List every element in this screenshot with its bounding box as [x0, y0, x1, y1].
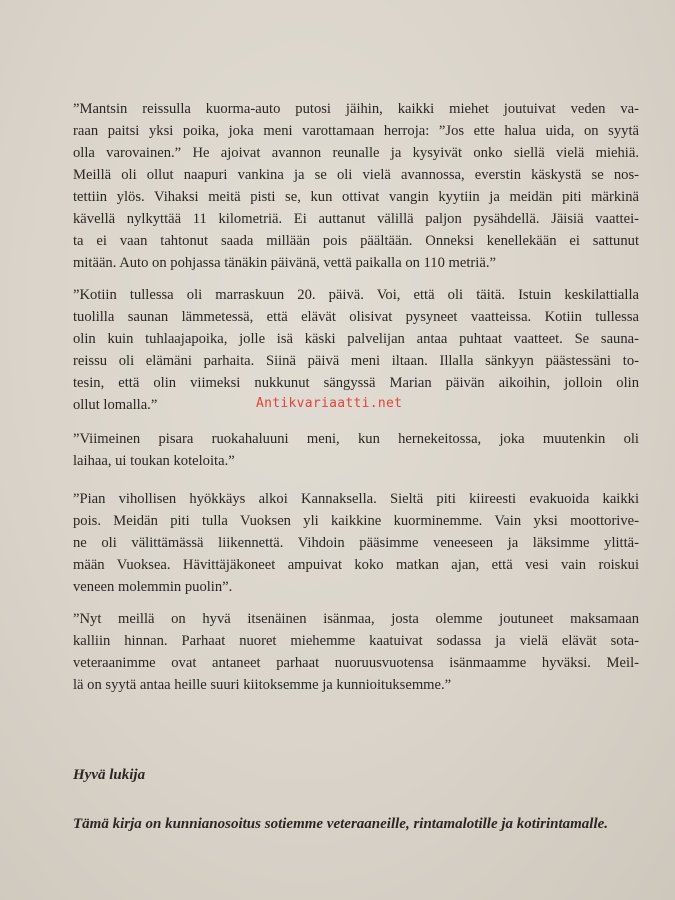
- text-line: kävellä nylkyttää 11 kilometriä. Ei auttanut välillä paljon pysähdellä. Jäisiä vaattei-: [73, 211, 639, 227]
- text-line: ”Viimeinen pisara ruokahaluuni meni, kun hernekeitossa, joka muutenkin oli: [73, 431, 639, 447]
- quote-paragraph-3: [73, 428, 639, 472]
- text-line: reissu oli elämäni parhaita. Siinä päivä meni iltaan. Illalla sänkyyn päästessäni to-: [73, 353, 639, 369]
- text-line: raan paitsi yksi poika, joka meni varottamaan herroja: ”Jos ette halua uida, on syytä: [73, 123, 639, 139]
- text-line: ”Kotiin tullessa oli marraskuun 20. päivä. Voi, että oli täitä. Istuin keskilattialla: [73, 287, 639, 303]
- text-line: Meillä oli ollut naapuri vankina ja se oli vielä avannossa, everstin käskystä se nos-: [73, 167, 639, 183]
- section-heading: Hyvä lukija: [73, 767, 146, 783]
- text-line: ta ei vaan tahtonut saada millään pois päältään. Onneksi kenellekään ei sattunut: [73, 233, 639, 249]
- text-line: ”Mantsin reissulla kuorma-auto putosi jäihin, kaikki miehet joutuivat veden va-: [73, 101, 639, 117]
- text-line: laihaa, ui toukan koteloita.”: [73, 453, 235, 469]
- text-line: ne oli välittämässä liikennettä. Vihdoin pääsimme veneeseen ja läksimme ylittä-: [73, 535, 639, 551]
- text-line: ”Pian vihollisen hyökkäys alkoi Kannaksella. Sieltä piti kiireesti evakuoida kaikki: [73, 491, 639, 507]
- text-line: veneen molemmin puolin”.: [73, 579, 233, 595]
- quote-paragraph-5: [73, 608, 639, 696]
- text-line: olin kuin tuhlaajapoika, jolle isä käski palvelijan antaa puhtaat vaatteet. Se sauna-: [73, 331, 639, 347]
- text-line: kalliin hinnan. Parhaat nuoret miehemme kaatuivat sodassa ja vielä elävät sota-: [73, 633, 639, 649]
- quote-paragraph-1: [73, 98, 639, 274]
- text-line: mään Vuoksea. Hävittäjäkoneet ampuivat koko matkan ajan, että vesi vain roiskui: [73, 557, 639, 573]
- text-line: olla varovainen.” He ajoivat avannon reunalle ja kysyivät onko siellä vielä miehiä.: [73, 145, 639, 161]
- text-line: tuolilla saunan lämmetessä, että elävät olisivat pysyneet vaatteissa. Kotiin tullessa: [73, 309, 639, 325]
- text-line: mitään. Auto on pohjassa tänäkin päivänä, vettä paikalla on 110 metriä.”: [73, 255, 496, 271]
- text-line: pois. Meidän piti tulla Vuoksen yli kaikkine kuorminemme. Vain yksi moottorive-: [73, 513, 639, 529]
- text-line: tettiin ylös. Vihaksi meitä pisti se, kun ottivat vangin kyytiin ja meidän piti märkinä: [73, 189, 639, 205]
- text-line: veteraanimme ovat antaneet parhaat nuoruusvuotensa isänmaamme hyväksi. Meil-: [73, 655, 639, 671]
- quote-paragraph-4: [73, 488, 639, 598]
- text-line: ”Nyt meillä on hyvä itsenäinen isänmaa, josta olemme joutuneet maksamaan: [73, 611, 639, 627]
- text-line: lä on syytä antaa heille suuri kiitoksemme ja kunnioituksemme.”: [73, 677, 452, 693]
- watermark-text: Antikvariaatti.net: [256, 396, 403, 411]
- dedication-text: Tämä kirja on kunnianosoitus sotiemme veteraaneille, rintamalotille ja kotirintamalle.: [73, 816, 609, 832]
- text-line: ollut lomalla.”: [73, 397, 158, 413]
- text-line: tesin, että olin viimeksi nukkunut sängyssä Marian päivän aikoihin, jolloin olin: [73, 375, 639, 391]
